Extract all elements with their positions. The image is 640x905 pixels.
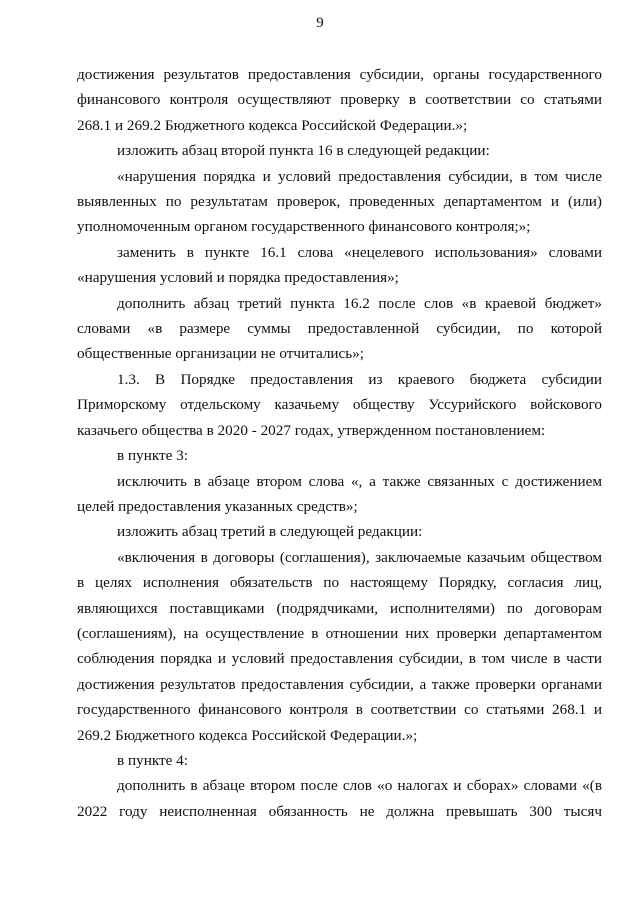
paragraph-continuation: достижения результатов предоставления субсидии, органы государственного финансового контроля осуществляют проверку в соответствии со статьями 268.1 и 269.2 Бюджетного кодекса Российской Федерации.»; [77,66,602,134]
paragraph-quote-contracts: «включения в договоры (соглашения), заключаемые казачьим обществом в целях исполнения обязательств по настоящему Порядку, согласия лиц, являющихся поставщиками (подрядчиками, исполнителями) по договорам (соглашениям), на осуществление в отношении них проверки департаментом соблюдения порядка и условий предоставления субсидии, в том числе в части достижения результатов предоставления субсидии, а также проверки органами государственного финансового контроля в соответствии со статьями 268.1 и 269.2 Бюджетного кодекса Российской Федерации.»; [77,548,602,744]
document-body [77,62,602,824]
paragraph-point-4: в пункте 4: [117,751,188,769]
paragraph-section-1-3: 1.3. В Порядке предоставления из краевого бюджета субсидии Приморскому отдельскому казачьему обществу Уссурийского войскового казачьего общества в 2020 - 2027 годах, утвержденном постановлением: [77,370,602,439]
paragraph-add-taxes: дополнить в абзаце втором после слов «о налогах и сборах» словами «(в 2022 году неисполненная обязанность не должна превышать 300 тысяч [77,777,602,820]
paragraph-amend-16: изложить абзац второй пункта 16 в следующей редакции: [117,142,490,160]
paragraph-amend-third: изложить абзац третий в следующей редакции: [117,523,423,541]
paragraph-exclude-words: исключить в абзаце втором слова «, а также связанных с достижением целей предоставления указанных средств»; [77,472,602,515]
page-number: 9 [316,15,324,31]
paragraph-add-16-2: дополнить абзац третий пункта 16.2 после слов «в краевой бюджет» словами «в размере суммы предоставленной субсидии, по которой общественные организации не отчитались»; [77,294,602,363]
paragraph-replace-16-1: заменить в пункте 16.1 слова «нецелевого использования» словами «нарушения условий и порядка предоставления»; [77,243,602,287]
paragraph-point-3: в пункте 3: [117,447,188,465]
paragraph-quote-16: «нарушения порядка и условий предоставления субсидии, в том числе выявленных по результатам проверок, проведенных департаментом и (или) уполномоченным органом государственного финансового контроля;»; [77,167,602,236]
